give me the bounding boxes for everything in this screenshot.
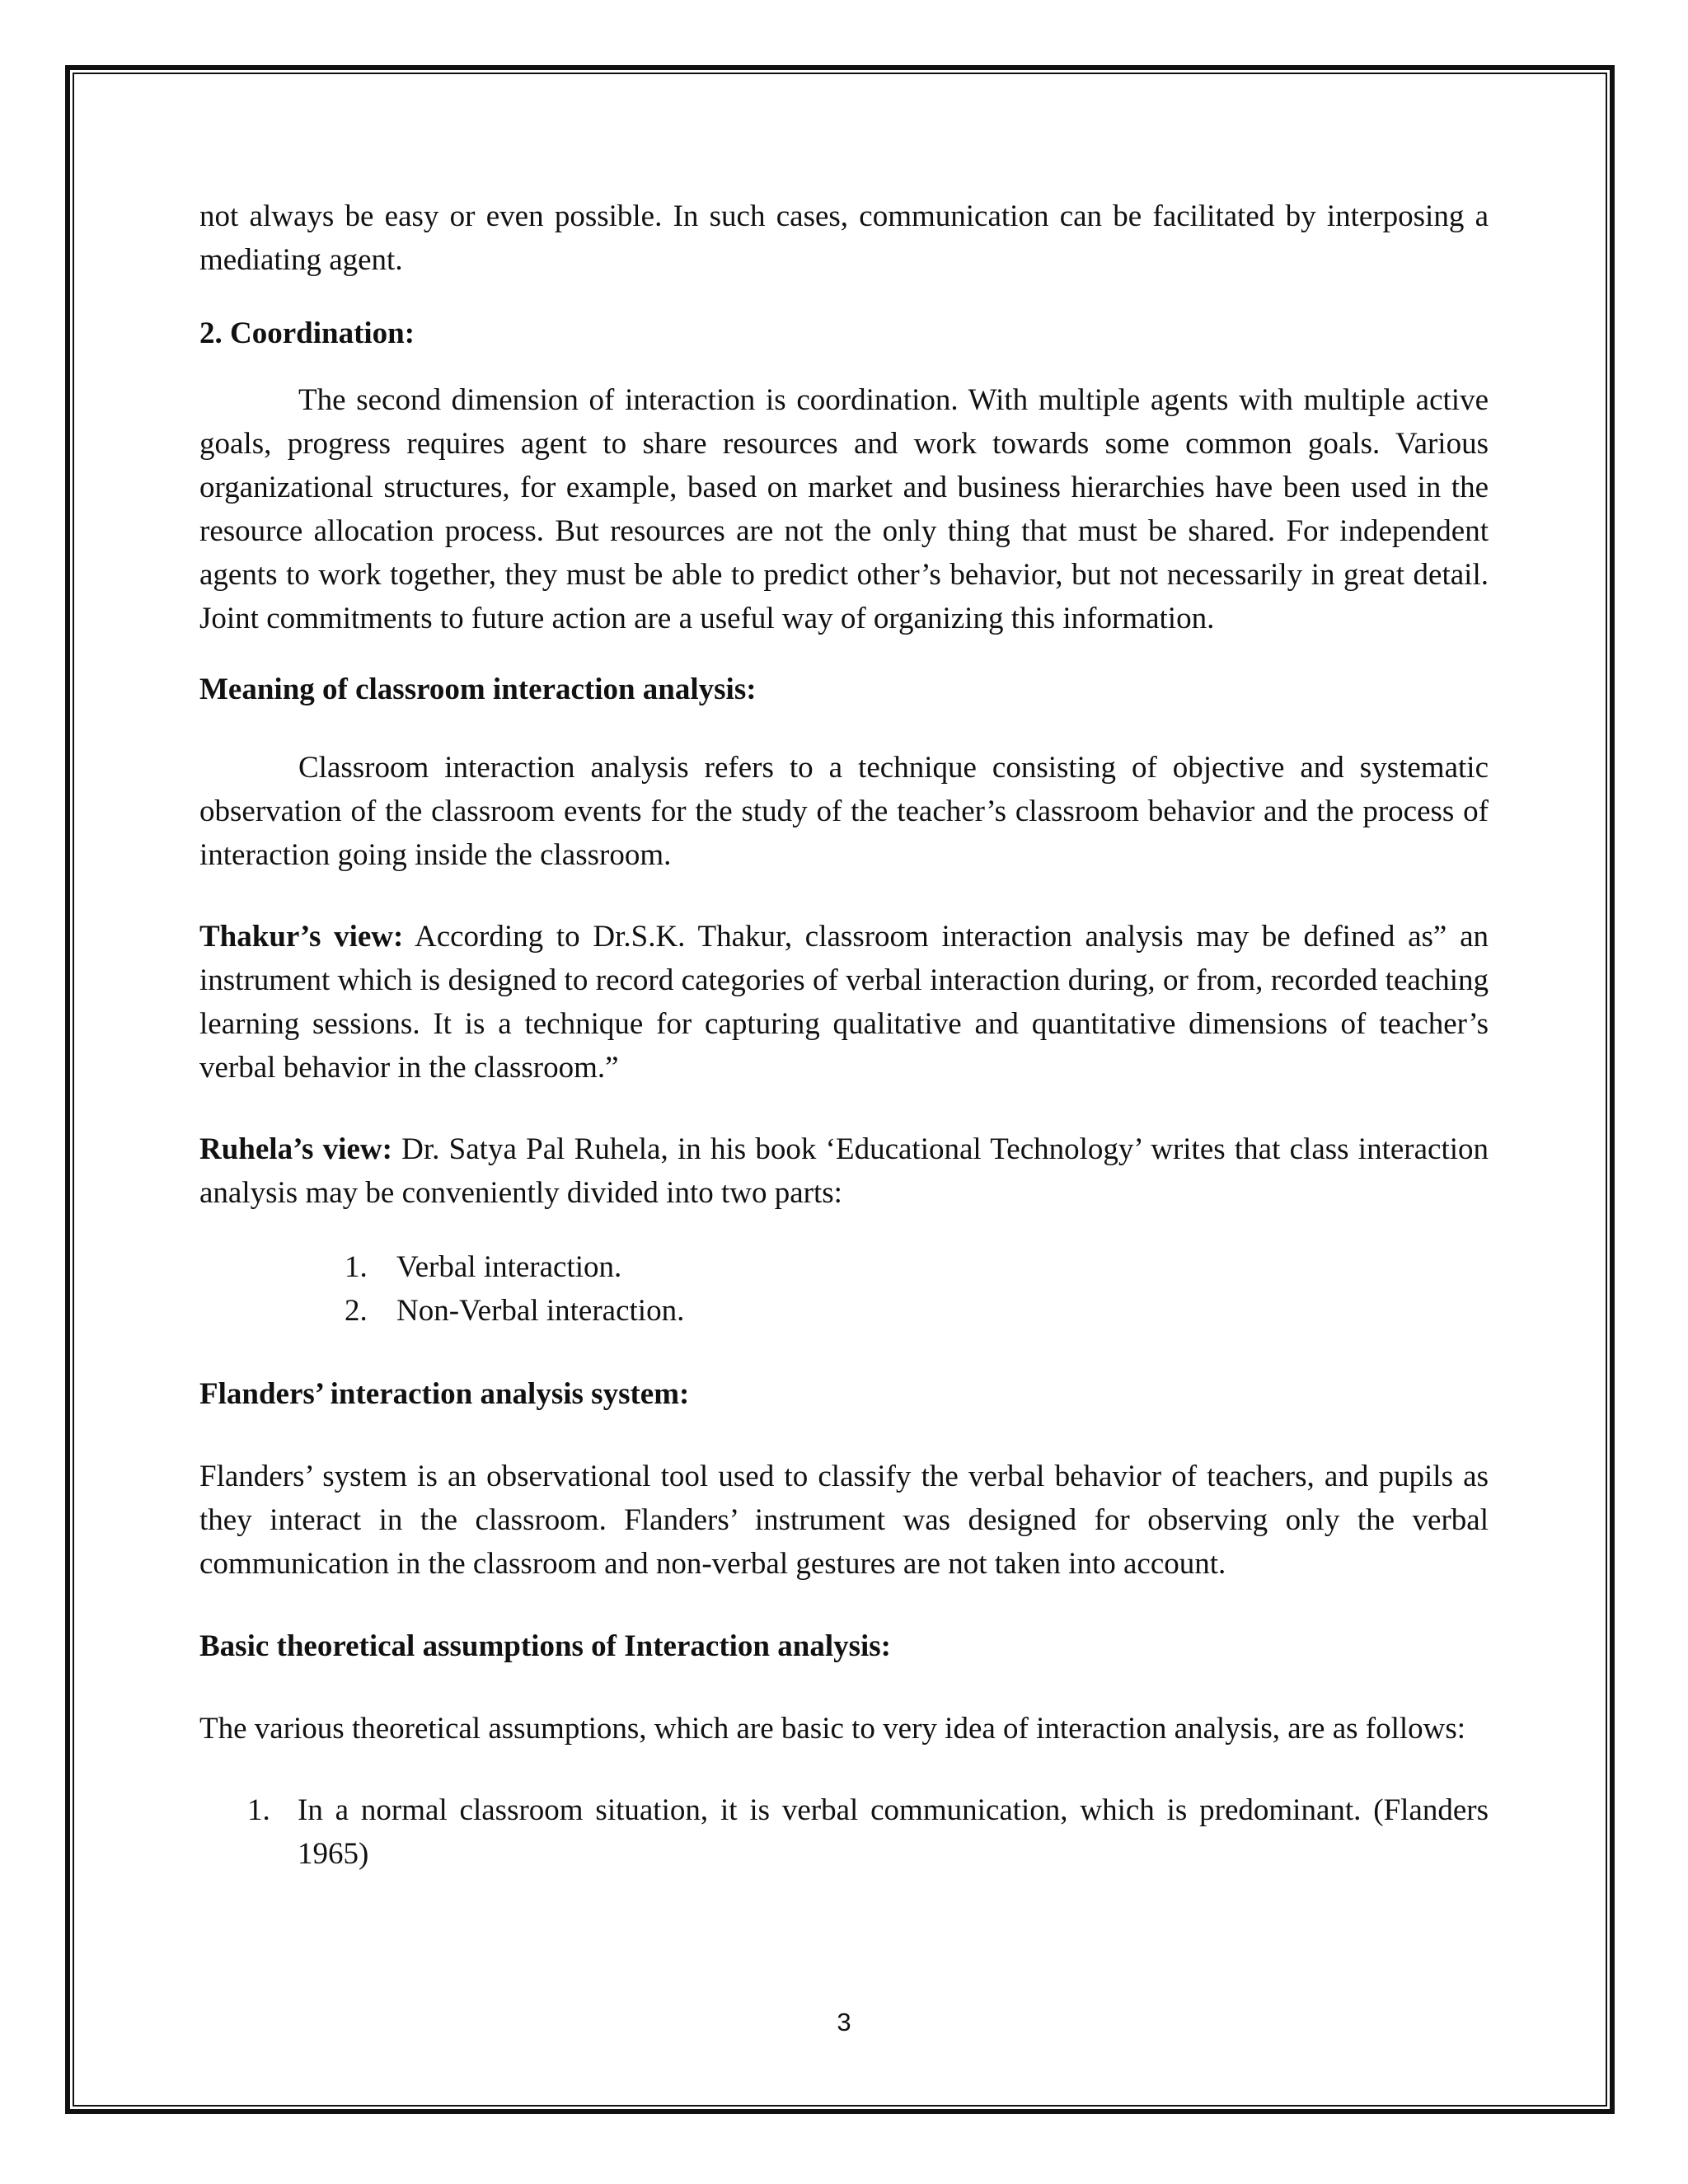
coordination-heading: 2. Coordination: — [199, 316, 415, 350]
list-item-text: In a normal classroom situation, it is verbal communication, which is predominant. (Flanders 1965) — [298, 1793, 1489, 1871]
list-item-number: 2. — [345, 1294, 368, 1328]
assumptions-paragraph: The various theoretical assumptions, which are basic to very idea of interaction analysis, are as follows: — [199, 1712, 1466, 1746]
intro-continuation: not always be easy or even possible. In such cases, communication can be facilitated by interposing a mediating agent. — [199, 199, 1489, 277]
flanders-paragraph: Flanders’ system is an observational tool used to classify the verbal behavior of teachers, and pupils as they interact in the classroom. Flanders’ instrument was designed for observing only the verbal communication in the classroom and non-verbal gestures are not taken into account. — [199, 1460, 1489, 1581]
list-item-text: Non-Verbal interaction. — [396, 1294, 685, 1328]
ruhela-label: Ruhela’s view: — [199, 1132, 392, 1166]
thakur-paragraph — [199, 915, 1489, 1090]
list-item-number: 1. — [345, 1250, 368, 1284]
document-body — [199, 194, 1489, 1876]
list-item-number: 1. — [247, 1793, 270, 1827]
list-item — [345, 1289, 1489, 1333]
ruhela-paragraph — [199, 1127, 1489, 1215]
coordination-paragraph: The second dimension of interaction is coordination. With multiple agents with multiple active goals, progress requires agent to share resources and work towards some common goals. Various organizational structures, for example, based on market and business hierarchies have been used in the resource allocation process. But resources are not the only thing that must be shared. For independent agents to work together, they must be able to predict other’s behavior, but not necessarily in great detail. Joint commitments to future action are a useful way of organizing this information. — [199, 383, 1489, 635]
interaction-parts-list — [199, 1245, 1489, 1333]
flanders-heading: Flanders’ interaction analysis system: — [199, 1377, 690, 1411]
page-number: 3 — [837, 2008, 851, 2036]
list-item — [247, 1788, 1489, 1876]
thakur-text: According to Dr.S.K. Thakur, classroom interaction analysis may be defined as” an instrument which is designed to record categories of verbal interaction during, or from, recorded teaching learning sessions. It is a technique for capturing qualitative and quantitative dimensions of teacher’s verbal behavior in the classroom.” — [199, 920, 1489, 1085]
list-item — [345, 1245, 1489, 1289]
thakur-label: Thakur’s view: — [199, 920, 404, 954]
meaning-heading: Meaning of classroom interaction analysis: — [199, 673, 757, 706]
list-item-text: Verbal interaction. — [396, 1250, 622, 1284]
assumptions-list — [199, 1788, 1489, 1876]
ruhela-text: Dr. Satya Pal Ruhela, in his book ‘Educational Technology’ writes that class interaction analysis may be conveniently divided into two parts: — [199, 1132, 1489, 1210]
assumptions-heading: Basic theoretical assumptions of Interaction analysis: — [199, 1629, 892, 1663]
meaning-paragraph: Classroom interaction analysis refers to a technique consisting of objective and systematic observation of the classroom events for the study of the teacher’s classroom behavior and the process of interaction going inside the classroom. — [199, 751, 1489, 872]
